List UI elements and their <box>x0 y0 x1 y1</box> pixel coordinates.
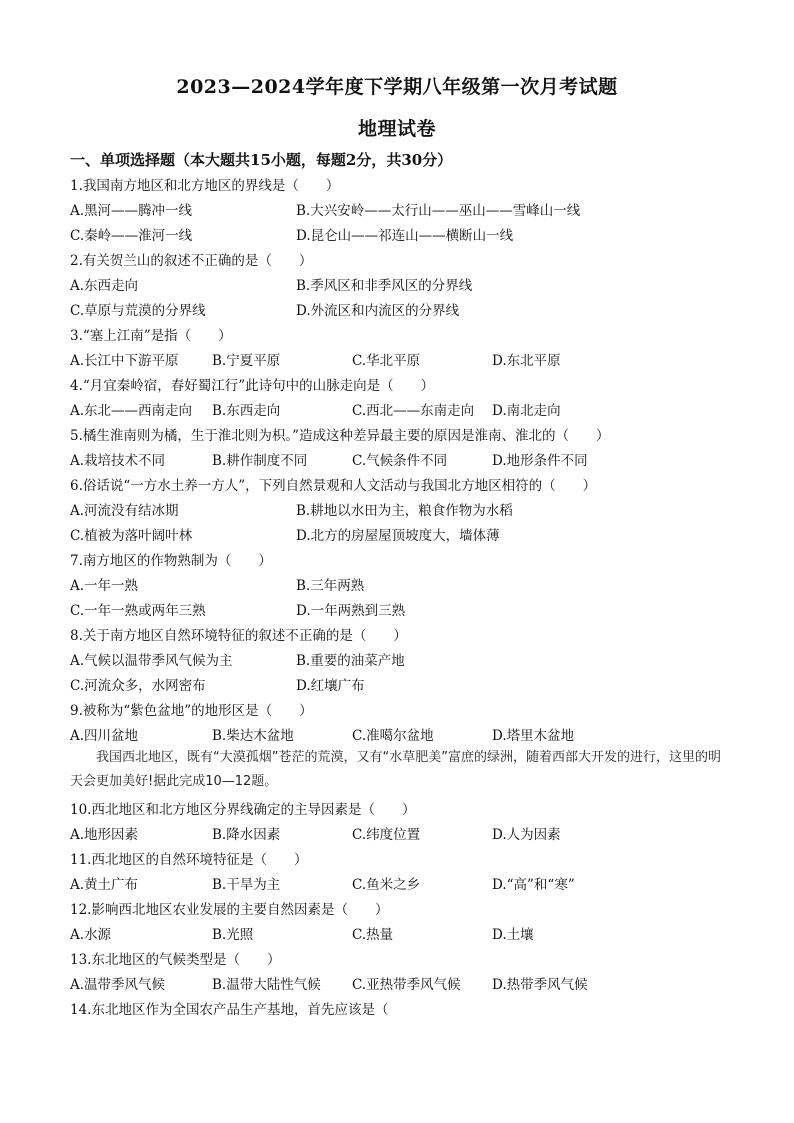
option: C.鱼米之乡 <box>352 877 421 893</box>
option-row <box>70 199 730 219</box>
option-row <box>70 674 730 694</box>
option-row <box>70 724 730 744</box>
option: D.人为因素 <box>492 827 561 843</box>
question-stem: 8.关于南方地区自然环境特征的叙述不正确的是（ ） <box>70 628 407 644</box>
option: C.草原与荒漠的分界线 <box>70 303 206 319</box>
option-row <box>70 399 730 419</box>
option: B.重要的油菜产地 <box>296 653 405 669</box>
option: B.干旱为主 <box>212 877 281 893</box>
exam-title: 2023—2024学年度下学期八年级第一次月考试题 <box>176 76 618 98</box>
option: B.东西走向 <box>212 403 281 419</box>
option: C.华北平原 <box>352 353 421 369</box>
option: B.季风区和非季风区的分界线 <box>296 278 473 294</box>
question-stem: 1.我国南方地区和北方地区的界线是（ ） <box>70 178 340 194</box>
option: A.东北——西南走向 <box>70 403 193 419</box>
question-stem: 5.橘生淮南则为橘，生于淮北则为枳。”造成这种差异最主要的原因是淮南、淮北的（ ） <box>70 428 610 444</box>
option: C.秦岭——淮河一线 <box>70 228 193 244</box>
question-stem: 6.俗话说“一方水土养一方人”，下列自然景观和人文活动与我国北方地区相符的（ ） <box>70 478 597 494</box>
option: D.红壤广布 <box>296 678 365 694</box>
exam-subtitle: 地理试卷 <box>357 118 436 140</box>
question-stem: 10.西北地区和北方地区分界线确定的主导因素是（ ） <box>70 802 416 818</box>
option: A.温带季风气候 <box>70 977 166 993</box>
question-stem: 3.“塞上江南”是指（ ） <box>70 328 232 344</box>
option: D.南北走向 <box>492 403 561 419</box>
reading-passage: 我国西北地区，既有“大漠孤烟”苍茫的荒漠，又有“水草肥美”富庶的绿洲，随着西部大开发的进行，这里的明天会更加美好!据此完成10—12题。 <box>70 750 721 789</box>
option: D.地形条件不同 <box>492 453 588 469</box>
option: B.温带大陆性气候 <box>212 977 321 993</box>
option-row <box>70 599 730 619</box>
option: A.四川盆地 <box>70 728 139 744</box>
option: D.外流区和内流区的分界线 <box>296 303 460 319</box>
option: C.植被为落叶阔叶林 <box>70 528 193 544</box>
option: B.柴达木盆地 <box>212 728 294 744</box>
option: A.水源 <box>70 927 112 943</box>
option: A.东西走向 <box>70 278 139 294</box>
option: D.“高”和“寒” <box>492 877 575 893</box>
option-row <box>70 299 730 319</box>
option-row <box>70 524 730 544</box>
option: C.河流众多，水网密布 <box>70 678 206 694</box>
option: C.亚热带季风气候 <box>352 977 461 993</box>
option-row <box>70 274 730 294</box>
question-stem: 4.“月宜秦岭宿，春好蜀江行”此诗句中的山脉走向是（ ） <box>70 378 435 394</box>
option: A.一年一熟 <box>70 578 139 594</box>
option: A.长江中下游平原 <box>70 353 179 369</box>
option: C.气候条件不同 <box>352 453 448 469</box>
question-stem: 9.被称为“紫色盆地”的地形区是（ ） <box>70 703 313 719</box>
option: B.三年两熟 <box>296 578 365 594</box>
option: A.栽培技术不同 <box>70 453 166 469</box>
option: A.黄土广布 <box>70 877 139 893</box>
option-row <box>70 574 730 594</box>
option: B.耕地以水田为主，粮食作物为水稻 <box>296 503 513 519</box>
option: C.热量 <box>352 927 394 943</box>
option: B.降水因素 <box>212 827 281 843</box>
question-stem: 2.有关贺兰山的叙述不正确的是（ ） <box>70 253 313 269</box>
option: C.纬度位置 <box>352 827 421 843</box>
option-row <box>70 449 730 469</box>
option: A.黑河——腾冲一线 <box>70 203 193 219</box>
option: A.地形因素 <box>70 827 139 843</box>
option: D.昆仑山——祁连山——横断山一线 <box>296 228 514 244</box>
option: D.土壤 <box>492 927 534 943</box>
option-row <box>70 649 730 669</box>
option-row <box>70 973 730 993</box>
option: B.耕作制度不同 <box>212 453 308 469</box>
option: C.西北——东南走向 <box>352 403 475 419</box>
option: C.一年一熟或两年三熟 <box>70 603 206 619</box>
option: B.光照 <box>212 927 254 943</box>
option-row <box>70 873 730 893</box>
question-stem: 14.东北地区作为全国农产品生产基地，首先应该是（ <box>70 1002 389 1018</box>
option: D.塔里木盆地 <box>492 728 575 744</box>
question-stem: 13.东北地区的气候类型是（ ） <box>70 952 281 968</box>
option: D.一年两熟到三熟 <box>296 603 406 619</box>
option-row <box>70 499 730 519</box>
question-stem: 12.影响西北地区农业发展的主要自然因素是（ ） <box>70 902 389 918</box>
option: C.准噶尔盆地 <box>352 728 434 744</box>
section-heading: 一、单项选择题（本大题共15小题，每题2分，共30分） <box>70 151 453 169</box>
option: A.气候以温带季风气候为主 <box>70 653 233 669</box>
option: A.河流没有结冰期 <box>70 503 179 519</box>
question-stem: 7.南方地区的作物熟制为（ ） <box>70 553 272 569</box>
option-row <box>70 823 730 843</box>
question-stem: 11.西北地区的自然环境特征是（ ） <box>70 852 308 868</box>
option-row <box>70 923 730 943</box>
option: B.宁夏平原 <box>212 353 281 369</box>
option-row <box>70 349 730 369</box>
option-row <box>70 224 730 244</box>
option: D.热带季风气候 <box>492 977 588 993</box>
option: D.北方的房屋屋顶坡度大，墙体薄 <box>296 528 500 544</box>
option: D.东北平原 <box>492 353 561 369</box>
option: B.大兴安岭——太行山——巫山——雪峰山一线 <box>296 203 581 219</box>
